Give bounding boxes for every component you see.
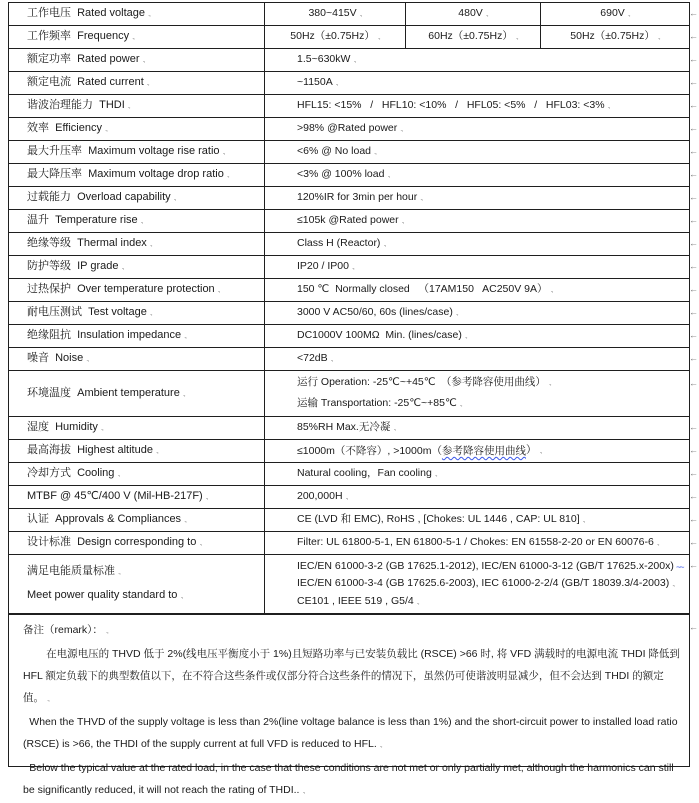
spec-label-cell <box>9 486 265 508</box>
row-end-mark-icon <box>689 490 699 502</box>
spec-value: DC1000V 100MΩ Min. (lines/case) ., <box>297 328 467 344</box>
table-row-highest-altitude <box>9 440 689 463</box>
spec-label-cell <box>9 49 265 71</box>
spec-label: 效率 Efficiency ., <box>27 121 107 137</box>
row-end-mark-icon <box>689 191 699 203</box>
table-row-insulation-impedance <box>9 325 689 348</box>
spec-value: ） ., <box>526 443 541 459</box>
spec-value-cell <box>265 233 689 255</box>
spec-value: Class H (Reactor) ., <box>297 236 385 252</box>
spec-label-cell <box>9 509 265 531</box>
table-row-ambient-temperature <box>9 371 689 417</box>
spec-label: 防护等级 IP grade ., <box>27 259 123 275</box>
spec-value-cell <box>265 118 689 140</box>
spec-value-cell <box>265 141 689 163</box>
spec-label-cell <box>9 72 265 94</box>
spec-label-cell <box>9 3 265 25</box>
spec-value-cell <box>265 95 689 117</box>
spec-label: 谐波治理能力 THDI ., <box>27 98 130 114</box>
spec-label: 最大升压率 Maximum voltage rise ratio ., <box>27 144 224 160</box>
spec-value-cell <box>540 26 689 48</box>
row-end-mark-icon <box>689 306 699 318</box>
spec-value: CE (LVD 和 EMC), RoHS , [Chokes: UL 1446 , CAP: UL 810] ., <box>297 512 585 528</box>
spec-value-cell <box>405 3 540 25</box>
table-row-voltage-drop <box>9 164 689 187</box>
spec-value-cell <box>265 555 689 613</box>
spec-label-cell <box>9 210 265 232</box>
row-end-mark-icon <box>689 122 699 134</box>
spec-value-cell <box>265 49 689 71</box>
spec-label-cell <box>9 256 265 278</box>
row-end-mark-icon <box>689 214 699 226</box>
spec-table <box>8 2 690 614</box>
spec-label: 环境温度 Ambient temperature ., <box>27 386 185 402</box>
table-row-design-standard <box>9 532 689 555</box>
remark-title <box>23 619 681 643</box>
spec-value: 60Hz（±0.75Hz） ., <box>428 29 517 45</box>
spec-value: 200,000H ., <box>297 489 347 505</box>
spec-label: 设计标准 Design corresponding to ., <box>27 535 201 551</box>
spec-value-line <box>297 558 689 573</box>
table-row-rated-current <box>9 72 689 95</box>
spec-value-cell <box>265 302 689 324</box>
spec-label-cn: 满足电能质量标准 ., <box>27 564 120 580</box>
remark-paragraph-text: When the THVD of the supply voltage is less than 2%(line voltage balance is less than 1%) and the short-circuit power to installed load ratio (RSCE) is >66, the THDI of the supply current at full VFD is reduced to HFL. ., <box>23 716 678 750</box>
table-row-voltage-rise <box>9 141 689 164</box>
spec-value-cell <box>265 72 689 94</box>
spec-value-cell <box>265 279 689 301</box>
table-row-test-voltage <box>9 302 689 325</box>
spec-value: 150 ℃ Normally closed （17AM150 AC250V 9A） ., <box>297 282 552 298</box>
spec-value-cell <box>265 256 689 278</box>
spec-value-cell <box>265 417 689 439</box>
spec-label: 绝缘阻抗 Insulation impedance ., <box>27 328 186 344</box>
spec-label-cell <box>9 95 265 117</box>
spec-label: 冷却方式 Cooling ., <box>27 466 119 482</box>
table-row-approvals <box>9 509 689 532</box>
spec-value-cell <box>265 164 689 186</box>
spec-label-cell <box>9 164 265 186</box>
spec-value: ≤105k @Rated power ., <box>297 213 404 229</box>
spec-value-cell <box>265 210 689 232</box>
spec-label-cell <box>9 325 265 347</box>
spec-label: MTBF @ 45℃/400 V (Mil-HB-217F) ., <box>27 489 208 505</box>
table-row-temperature-rise <box>9 210 689 233</box>
spec-value: Natural cooling，Fan cooling ., <box>297 466 437 482</box>
row-end-mark-icon <box>689 168 699 180</box>
row-end-mark-icon <box>689 467 699 479</box>
table-row-efficiency <box>9 118 689 141</box>
remark-paragraph-en1 <box>23 711 681 757</box>
spec-value-cell <box>265 26 405 48</box>
spec-value: IP20 / IP00 ., <box>297 259 354 275</box>
spec-value: ~1150A ., <box>297 75 338 91</box>
table-row-noise <box>9 348 689 371</box>
spellcheck-squiggle-icon <box>676 561 689 572</box>
table-row-mtbf <box>9 486 689 509</box>
row-end-mark-icon <box>689 513 699 525</box>
spec-label-cell <box>9 26 265 48</box>
row-end-mark-icon <box>689 260 699 272</box>
spec-value-cell <box>265 371 689 416</box>
spec-value: <72dB ., <box>297 351 333 367</box>
table-row-cooling <box>9 463 689 486</box>
spec-value: 85%RH Max.无冷凝 ., <box>297 420 395 436</box>
remark-paragraph-en2 <box>23 757 681 803</box>
spec-value: 3000 V AC50/60, 60s (lines/case) ., <box>297 305 458 321</box>
spec-value-line: IEC/EN 61000-3-4 (GB 17625.6-2003), IEC 61000-2-2/4 (GB/T 18039.3/4-2003) ., <box>297 576 674 592</box>
spec-label: 工作频率 Frequency ., <box>27 29 134 45</box>
spec-label: 额定功率 Rated power ., <box>27 52 144 68</box>
spec-label: 温升 Temperature rise ., <box>27 213 143 229</box>
row-end-mark-icon <box>689 444 699 456</box>
spec-value-cell <box>540 3 689 25</box>
spec-label: 最大降压率 Maximum voltage drop ratio ., <box>27 167 229 183</box>
spec-value-cell <box>265 187 689 209</box>
spec-label-cell <box>9 348 265 370</box>
table-row-thermal-index <box>9 233 689 256</box>
spec-value: 120%IR for 3min per hour ., <box>297 190 422 206</box>
spec-label-cell <box>9 187 265 209</box>
spec-label-cell <box>9 279 265 301</box>
table-row-rated-power <box>9 49 689 72</box>
row-end-mark-icon <box>689 145 699 157</box>
spec-label-cell <box>9 141 265 163</box>
spec-value-cell <box>265 532 689 554</box>
spec-value-line: 运输 Transportation: -25℃~+85℃ ., <box>297 396 462 412</box>
remark-paragraph-text: 在电源电压的 THVD 低于 2%(线电压平衡度小于 1%)且短路功率与已安装负载比 (RSCE) >66 时, 将 VFD 满载时的电源电流 THDI 降低到 HFL 额定负载下的典型数值以下，在不符合这些条件或仅部分符合这些条件的情况下，虽然仍可使谐波明显减少，但不会达到 THDI 的额定值。 ., <box>23 648 680 704</box>
spec-label-cell <box>9 233 265 255</box>
spec-label-cell <box>9 302 265 324</box>
spec-label: 最高海拔 Highest altitude ., <box>27 443 158 459</box>
spec-label: 额定电流 Rated current ., <box>27 75 149 91</box>
spec-value-cell <box>265 325 689 347</box>
spec-label: 工作电压 Rated voltage ., <box>27 6 150 22</box>
spec-value-cell <box>405 26 540 48</box>
table-row-ip-grade <box>9 256 689 279</box>
spec-label-cell <box>9 555 265 613</box>
remark-section <box>8 614 690 796</box>
spec-value: 380~415V ., <box>308 6 361 22</box>
row-end-mark-icon <box>689 237 699 249</box>
spec-label-en: Meet power quality standard to ., <box>27 588 182 604</box>
spec-label-cell <box>9 118 265 140</box>
remark-title-text: 备注（remark）： ., <box>23 624 108 636</box>
spec-value: 50Hz（±0.75Hz） ., <box>290 29 379 45</box>
table-row-over-temp-protection <box>9 279 689 302</box>
spec-label-cell <box>9 532 265 554</box>
spec-value: >98% @Rated power ., <box>297 121 402 137</box>
row-end-mark-icon <box>689 283 699 295</box>
row-end-mark-icon <box>689 559 699 571</box>
spec-label: 认证 Approvals & Compliances ., <box>27 512 186 528</box>
row-end-mark-icon <box>689 421 699 433</box>
spec-value: 480V ., <box>458 6 487 22</box>
spec-label-cell <box>9 463 265 485</box>
spec-value-cell <box>265 486 689 508</box>
row-end-mark-icon <box>689 352 699 364</box>
spec-label: 绝缘等级 Thermal index ., <box>27 236 152 252</box>
spec-value-cell <box>265 509 689 531</box>
spec-value: 690V ., <box>600 6 629 22</box>
table-row-rated-voltage <box>9 3 689 26</box>
spec-label: 过热保护 Over temperature protection ., <box>27 282 220 298</box>
row-end-mark-icon <box>689 7 699 19</box>
spellcheck-wavy-text: 参考降容使用曲线 <box>441 445 526 457</box>
row-end-mark-icon <box>689 76 699 88</box>
spec-value: HFL15: <15% / HFL10: <10% / HFL05: <5% / HFL03: <3% ., <box>297 98 609 114</box>
spec-value: 1.5~630kW ., <box>297 52 355 68</box>
spec-value-line: 运行 Operation: -25℃~+45℃ （参考降容使用曲线） ., <box>297 375 551 391</box>
remark-paragraph-cn <box>23 643 681 711</box>
spec-label-cell <box>9 440 265 462</box>
row-end-mark-icon <box>689 536 699 548</box>
spec-value-cell <box>265 3 405 25</box>
table-row-power-quality <box>9 555 689 613</box>
table-row-overload <box>9 187 689 210</box>
spec-value: ≤1000m（不降容）, >1000m（ <box>297 445 442 457</box>
spec-value: <3% @ 100% load ., <box>297 167 389 183</box>
table-row-humidity <box>9 417 689 440</box>
spec-label-cell <box>9 417 265 439</box>
spec-value: <6% @ No load ., <box>297 144 376 160</box>
spec-value-line: CE101 , IEEE 519 , G5/4 ., <box>297 594 419 610</box>
spec-value-cell <box>265 348 689 370</box>
row-end-mark-icon <box>689 621 699 633</box>
table-row-frequency <box>9 26 689 49</box>
spec-label: 湿度 Humidity ., <box>27 420 103 436</box>
spec-value-cell <box>265 440 689 462</box>
row-end-mark-icon <box>689 329 699 341</box>
remark-paragraph-text: Below the typical value at the rated load, in the case that these conditions are not met or only partially met, although the harmonics can still be significantly reduced, it will not reach the rating of THDI.. ., <box>23 762 674 796</box>
spec-label: 噪音 Noise ., <box>27 351 88 367</box>
spec-value: 50Hz（±0.75Hz） ., <box>570 29 659 45</box>
spec-label-cell <box>9 371 265 416</box>
row-end-mark-icon <box>689 30 699 42</box>
spec-label: 过载能力 Overload capability ., <box>27 190 176 206</box>
spec-value-cell <box>265 463 689 485</box>
row-end-mark-icon <box>689 377 699 389</box>
row-end-mark-icon <box>689 99 699 111</box>
spec-value: Filter: UL 61800-5-1, EN 61800-5-1 / Chokes: EN 61558-2-20 or EN 60076-6 ., <box>297 535 659 551</box>
row-end-mark-icon <box>689 53 699 65</box>
table-row-thdi <box>9 95 689 118</box>
spec-value-text: IEC/EN 61000-3-2 (GB 17625.1-2012), IEC/EN 61000-3-12 (GB/T 17625.x-200x) <box>297 559 674 572</box>
spec-label: 耐电压测试 Test voltage ., <box>27 305 152 321</box>
